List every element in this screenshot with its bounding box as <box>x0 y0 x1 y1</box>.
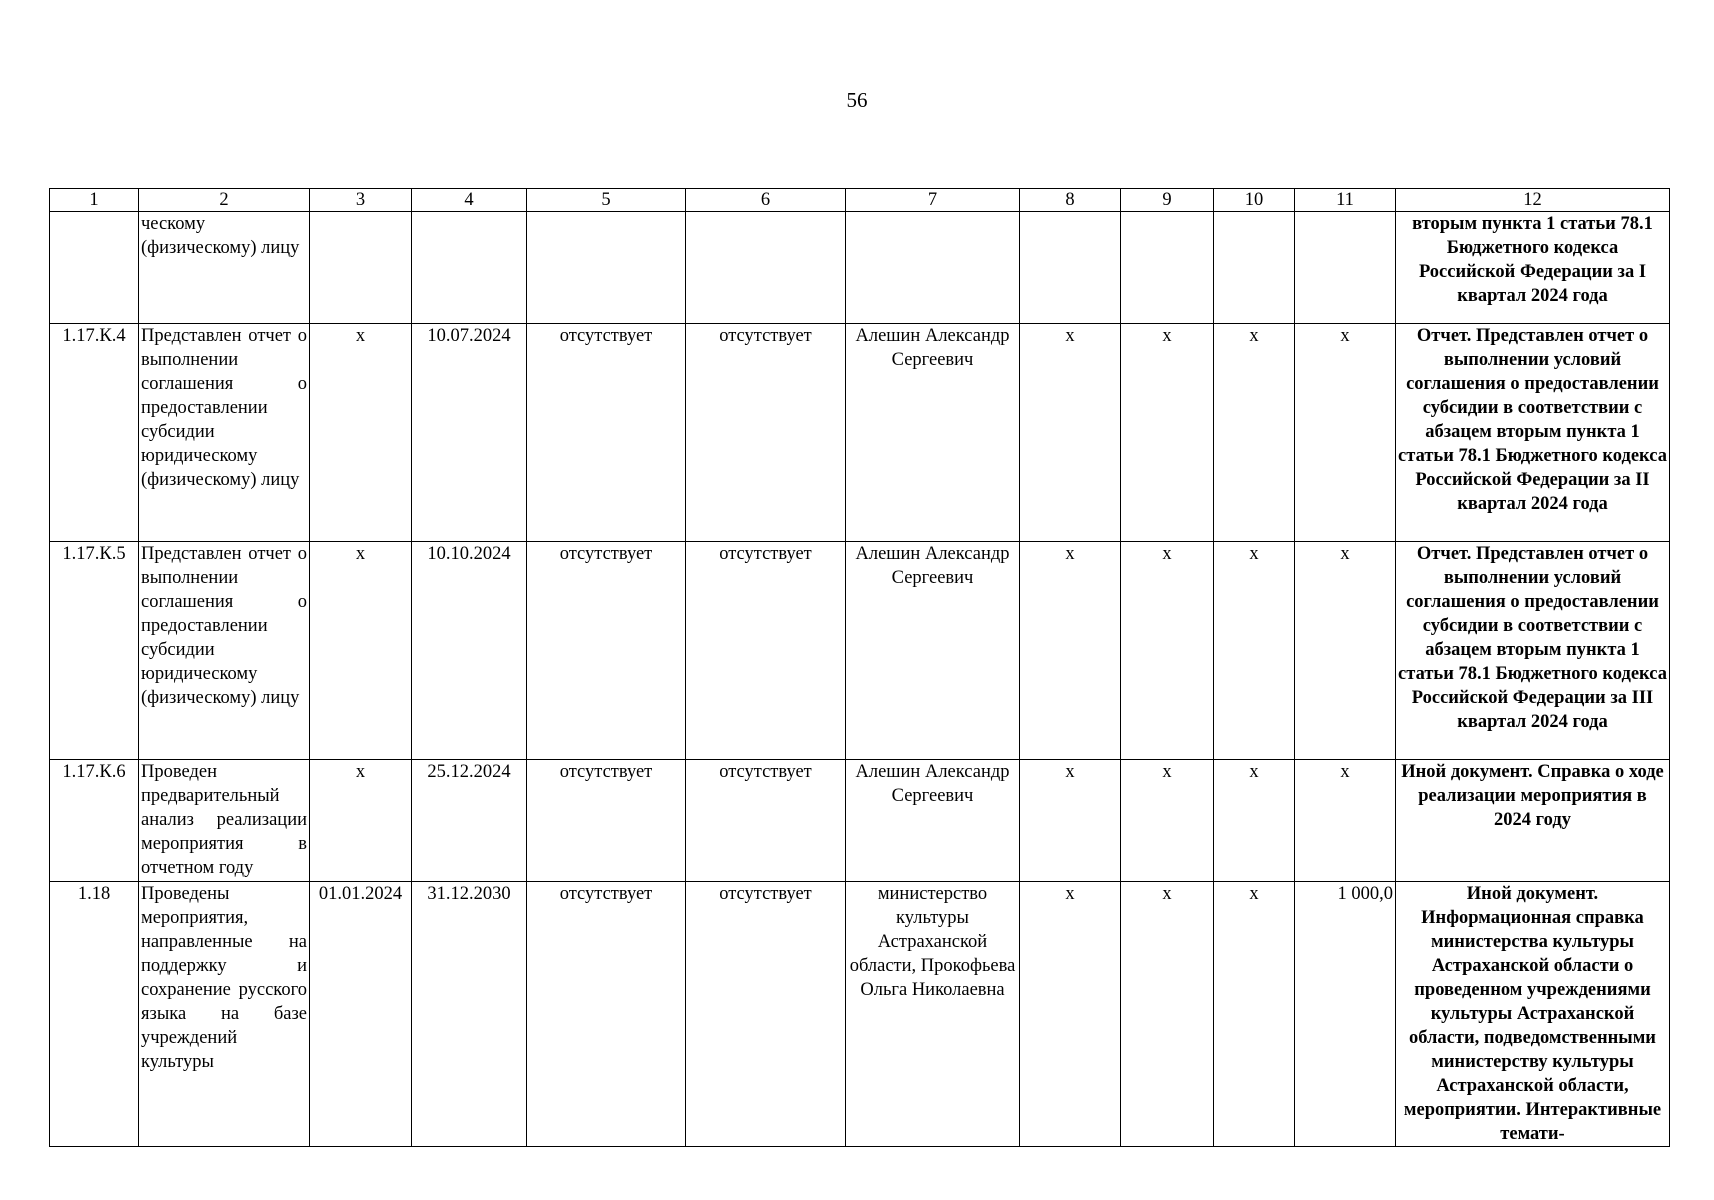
cell-number: 1.17.К.4 <box>50 324 139 542</box>
cell-responsible: министерство культуры Астраханской области, Прокофьева Ольга Николаевна <box>846 882 1020 1147</box>
column-header: 10 <box>1214 189 1295 212</box>
table-row <box>50 760 1670 882</box>
cell-number: 1.18 <box>50 882 139 1147</box>
column-header: 8 <box>1020 189 1121 212</box>
column-header: 2 <box>139 189 310 212</box>
cell-col9: х <box>1121 760 1214 882</box>
cell-document: Иной документ. Информационная справка министерства культуры Астраханской области о проведенном учреждениями культуры Астраханской области, подведомственными министерству культуры Астраханской области, мероприятии. Интерактивные темати- <box>1396 882 1670 1147</box>
cell-document: Отчет. Представлен отчет о выполнении условий соглашения о предоставлении субсидии в соответствии с абзацем вторым пункта 1 статьи 78.1 Бюджетного кодекса Российской Федерации за III квартал 2024 года <box>1396 542 1670 760</box>
column-header: 12 <box>1396 189 1670 212</box>
cell-col9: х <box>1121 324 1214 542</box>
column-number-row <box>50 189 1670 212</box>
cell-col10: х <box>1214 542 1295 760</box>
cell-col10: х <box>1214 760 1295 882</box>
cell-document: Иной документ. Справка о ходе реализации мероприятия в 2024 году <box>1396 760 1670 882</box>
cell-amount: х <box>1295 760 1396 882</box>
column-header: 11 <box>1295 189 1396 212</box>
cell-result-name: Представлен отчет о выполнении соглашения о предоставлении субсидии юридическому (физическому) лицу <box>139 542 310 760</box>
cell-col5: отсутствует <box>527 542 686 760</box>
table-row <box>50 882 1670 1147</box>
cell-col8 <box>1020 212 1121 324</box>
cell-col8: х <box>1020 542 1121 760</box>
cell-number: 1.17.К.6 <box>50 760 139 882</box>
cell-col6: отсутствует <box>686 324 846 542</box>
cell-col9: х <box>1121 882 1214 1147</box>
cell-col6: отсутствует <box>686 542 846 760</box>
cell-col6 <box>686 212 846 324</box>
column-header: 5 <box>527 189 686 212</box>
cell-amount: 1 000,0 <box>1295 882 1396 1147</box>
cell-col10 <box>1214 212 1295 324</box>
cell-end-date <box>412 212 527 324</box>
column-header: 1 <box>50 189 139 212</box>
cell-end-date: 10.07.2024 <box>412 324 527 542</box>
cell-amount: х <box>1295 542 1396 760</box>
cell-responsible <box>846 212 1020 324</box>
cell-col5: отсутствует <box>527 882 686 1147</box>
cell-col5: отсутствует <box>527 760 686 882</box>
cell-col9: х <box>1121 542 1214 760</box>
table-row <box>50 324 1670 542</box>
cell-amount <box>1295 212 1396 324</box>
cell-end-date: 31.12.2030 <box>412 882 527 1147</box>
document-table <box>49 188 1670 1147</box>
cell-result-name: Проведены мероприятия, направленные на поддержку и сохранение русского языка на базе учреждений культуры <box>139 882 310 1147</box>
cell-end-date: 25.12.2024 <box>412 760 527 882</box>
page-number: 56 <box>846 88 868 112</box>
cell-end-date: 10.10.2024 <box>412 542 527 760</box>
column-header: 7 <box>846 189 1020 212</box>
cell-col10: х <box>1214 324 1295 542</box>
table-row <box>50 212 1670 324</box>
cell-responsible: Алешин Александр Сергеевич <box>846 542 1020 760</box>
cell-col10: х <box>1214 882 1295 1147</box>
cell-responsible: Алешин Александр Сергеевич <box>846 324 1020 542</box>
cell-col8: х <box>1020 324 1121 542</box>
column-header: 6 <box>686 189 846 212</box>
cell-result-name: Представлен отчет о выполнении соглашения о предоставлении субсидии юридическому (физическому) лицу <box>139 324 310 542</box>
cell-number <box>50 212 139 324</box>
table-row <box>50 542 1670 760</box>
cell-number: 1.17.К.5 <box>50 542 139 760</box>
cell-start-date: х <box>310 542 412 760</box>
cell-document: Отчет. Представлен отчет о выполнении условий соглашения о предоставлении субсидии в соответствии с абзацем вторым пункта 1 статьи 78.1 Бюджетного кодекса Российской Федерации за II квартал 2024 года <box>1396 324 1670 542</box>
cell-result-name: Проведен предварительный анализ реализации мероприятия в отчетном году <box>139 760 310 882</box>
cell-responsible: Алешин Александр Сергеевич <box>846 760 1020 882</box>
cell-col8: х <box>1020 760 1121 882</box>
cell-amount: х <box>1295 324 1396 542</box>
column-header: 3 <box>310 189 412 212</box>
cell-col6: отсутствует <box>686 882 846 1147</box>
cell-col9 <box>1121 212 1214 324</box>
cell-col8: х <box>1020 882 1121 1147</box>
cell-col6: отсутствует <box>686 760 846 882</box>
column-header: 9 <box>1121 189 1214 212</box>
cell-result-name: ческому (физическому) лицу <box>139 212 310 324</box>
column-header: 4 <box>412 189 527 212</box>
cell-col5 <box>527 212 686 324</box>
cell-start-date: 01.01.2024 <box>310 882 412 1147</box>
cell-start-date: х <box>310 760 412 882</box>
cell-start-date: х <box>310 324 412 542</box>
cell-start-date <box>310 212 412 324</box>
cell-document: вторым пункта 1 статьи 78.1 Бюджетного кодекса Российской Федерации за I квартал 2024 года <box>1396 212 1670 324</box>
cell-col5: отсутствует <box>527 324 686 542</box>
